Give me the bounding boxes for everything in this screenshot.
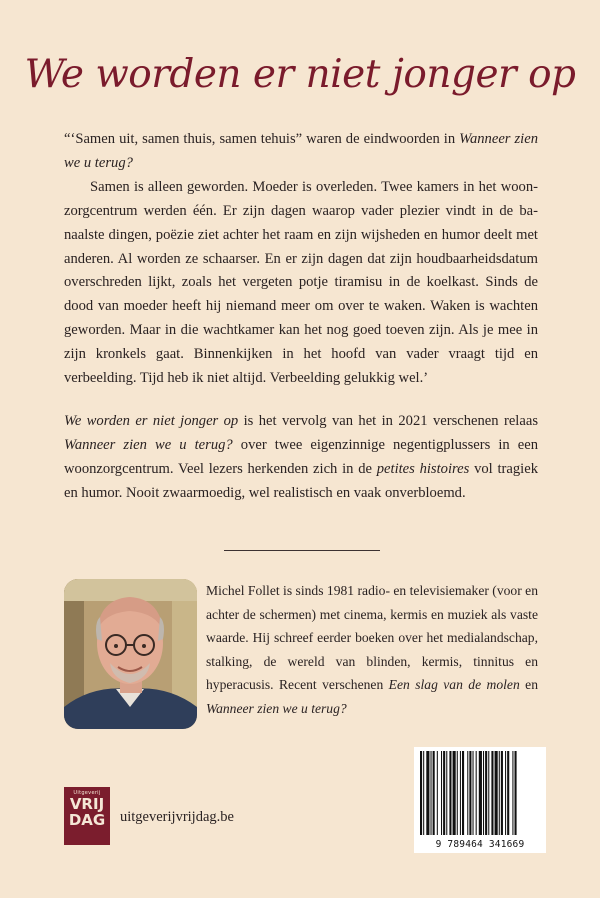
blurb-paragraph [64, 410, 538, 506]
blurb-petites-histoires: petites histoires [376, 460, 470, 477]
isbn-number: 9 789464 341669 [435, 839, 525, 850]
publisher-logo [64, 787, 110, 845]
bio-text-2: en [519, 677, 538, 692]
author-bio [206, 579, 538, 720]
author-photo [64, 579, 197, 729]
publisher-logo-line-2: DAG [68, 811, 106, 829]
back-cover-text [64, 128, 538, 506]
isbn-barcode [414, 747, 546, 853]
publisher-website: uitgeverijvrijdag.be [120, 809, 234, 825]
barcode-bars [420, 751, 540, 835]
quote-paragraph-2: Samen is alleen geworden. Moeder is overleden. Twee kamers in het woonzorgcentrum werden één. Er zijn dagen waarop vader plezier vindt in de banaalste dingen, poëzie ziet achter het raam en zijn wijsheden en humor deelt met anderen. Al worden ze schaarser. En er zijn dagen dat zijn houdbaarheidsdatum overschreden lijkt, zoals het vergeten potje tiramisu in de koelkast. Sinds de dood van moeder heeft hij niemand meer om over te waken. Waken is wachten geworden. Maar in die wachtkamer kan het nog goed toeven zijn. Als je mee in zijn kronkels gaat. Binnenkijken in het hoofd van vader vraagt tijd en verbeelding. Tijd heb ik niet altijd. Verbeelding gelukkig wel.’ [64, 178, 538, 387]
blurb-text-2: over twee eigenzinnige negentigplussers in een woonzorgcentrum. Veel lezers herkenden zich in de [64, 436, 538, 477]
book-title: We worden er niet jonger op [24, 52, 576, 97]
blurb-text-3: vol tragiek en humor. Nooit zwaarmoedig, wel realistisch en vaak onverbloemd. [64, 460, 539, 501]
publisher-logo-line-1: VRIJ [69, 795, 105, 813]
quote-title-italic: Wanneer zien we u terug? [64, 131, 539, 171]
bio-book-2: Wanneer zien we u terug? [206, 700, 347, 716]
bio-book-1: Een slag van de molen [388, 677, 520, 692]
quote-text: “‘Samen uit, samen thuis, samen tehuis” waren de eindwoorden in [64, 131, 460, 147]
quote-paragraph-1 [64, 128, 538, 176]
publisher-logo-small: Uitgeverij [73, 790, 101, 796]
bio-text-1: Michel Follet is sinds 1981 radio- en televisiemaker (voor en achter de schermen) met cinema, kermis en muziek als vaste waarde. Hij schreef eerder boeken over het medialandschap, stalking, de wereld van blinden, kermis, tinnitus en hyperacusis. Recent verschenen [206, 583, 538, 692]
blurb-prev-title: Wanneer zien we u terug? [64, 436, 233, 453]
blurb-text-1: is het vervolg van het in 2021 verschenen relaas [238, 412, 538, 429]
divider-line [224, 550, 380, 551]
author-portrait-illustration [64, 579, 197, 729]
blurb-title-italic: We worden er niet jonger op [64, 412, 239, 429]
